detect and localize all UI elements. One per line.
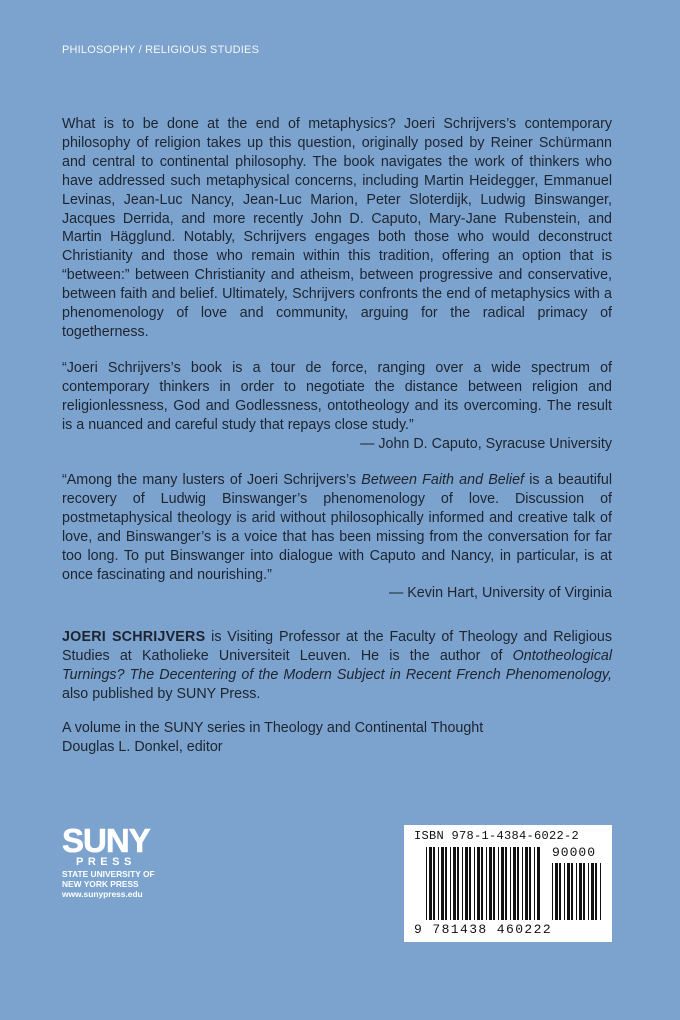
quote-text-end: is a beautiful recovery of Ludwig Binswanger’s phenomenology of love. Discussion of postmetaphysical theology is arid without philosophically informed and creative talk of love, and Binswanger’s is a voice that has been missing from the conversation for far too long. To put Binswanger into dialogue with Caputo and Nancy, in particular, is at once fascinating and nourishing.” xyxy=(62,472,612,583)
author-bio xyxy=(62,628,612,704)
book-description xyxy=(62,115,612,342)
series-info xyxy=(62,719,612,757)
barcode-bar xyxy=(517,847,519,920)
barcode-bar xyxy=(501,847,504,920)
barcode-bar xyxy=(450,847,451,920)
barcode-bar xyxy=(498,847,499,920)
series-editor: Douglas L. Donkel, editor xyxy=(62,738,223,755)
press-wordmark: PRESS xyxy=(76,856,136,868)
bio-text-end: also published by SUNY Press. xyxy=(62,685,261,702)
description-text: What is to be done at the end of metaphysics? Joeri Schrijvers’s contemporary philosophy of religion takes up this question, originally posed by Reiner Schürmann and central to continental philosophy. The book navigates the work of thinkers who have addressed such metaphysical concerns, including Martin Heidegger, Emmanuel Levinas, Jean-Luc Nancy, Jean-Luc Marion, Peter Sloterdijk, Ludwig Binswanger, Jacques Derrida, and more recently John D. Caputo, Mary-Jane Rubenstein, and Martin Hägglund. Notably, Schrijvers engages both those who would deconstruct Christianity and those who remain within this tradition, offering an option that is “between:” between Christianity and atheism, between progressive and conservative, between faith and belief. Ultimately, Schrijvers confronts the end of metaphysics with a phenomenology of love and community, arguing for the radical primacy of togetherness. xyxy=(62,116,612,340)
barcode-bar xyxy=(493,847,495,920)
barcode-bar xyxy=(513,847,516,920)
barcode-bar xyxy=(426,847,427,920)
quote-text xyxy=(62,471,612,584)
barcode-bar xyxy=(600,863,601,920)
barcode-bar xyxy=(595,863,597,920)
barcode-bar xyxy=(534,847,535,920)
quote-attribution: — Kevin Hart, University of Virginia xyxy=(388,585,612,602)
barcode-bar xyxy=(453,847,456,920)
barcode-bar xyxy=(510,847,511,920)
endorsement-hart xyxy=(62,471,612,603)
barcode-bar xyxy=(555,863,558,920)
quote-text-start: “Among the many lusters of Joeri Schrijvers’s xyxy=(62,472,362,488)
barcode-bar xyxy=(505,847,507,920)
quote-attribution: — John D. Caputo, Syracuse University xyxy=(360,435,612,452)
endorsement-caputo xyxy=(62,359,612,454)
barcode-bar xyxy=(567,863,570,920)
barcode-bar xyxy=(579,863,582,920)
publisher-name-line1: STATE UNIVERSITY OF xyxy=(62,869,155,879)
barcode-bar xyxy=(474,847,475,920)
barcode-bar xyxy=(576,863,577,920)
bio-text xyxy=(62,628,612,704)
barcode-bar xyxy=(438,847,439,920)
isbn-number: ISBN 978-1-4384-6022-2 xyxy=(414,829,580,843)
barcode-bar xyxy=(571,863,573,920)
barcode-bar xyxy=(445,847,447,920)
barcode-bar xyxy=(465,847,468,920)
barcode-bar xyxy=(462,847,463,920)
barcode-bar xyxy=(591,863,594,920)
author-name: JOERI SCHRIJVERS xyxy=(62,629,206,645)
barcode-bar xyxy=(564,863,565,920)
barcode-bar xyxy=(481,847,483,920)
isbn-barcode xyxy=(404,825,612,942)
barcode-bar xyxy=(477,847,480,920)
barcode-bar xyxy=(441,847,444,920)
publisher-website: www.sunypress.edu xyxy=(62,889,143,899)
bio-text-start: is Visiting Professor at the Faculty of Theology and Religious Studies at Katholieke Universiteit Leuven. He is the author of xyxy=(62,629,612,664)
barcode-bar xyxy=(529,847,531,920)
barcode-bar xyxy=(469,847,471,920)
barcode-bar xyxy=(525,847,528,920)
barcode-bar xyxy=(588,863,589,920)
barcode-bar xyxy=(559,863,561,920)
barcode-bar xyxy=(433,847,435,920)
barcode-bar xyxy=(552,863,553,920)
author-previous-book: Ontotheological Turnings? The Decentering of the Modern Subject in Recent French Phenomenology, xyxy=(62,647,612,683)
barcode-bar xyxy=(489,847,492,920)
ean-digits: 9 781438 460222 xyxy=(414,922,553,937)
barcode-bar xyxy=(486,847,487,920)
quoted-book-title: Between Faith and Belief xyxy=(361,472,524,488)
barcode-bar xyxy=(457,847,459,920)
barcode-bar xyxy=(429,847,432,920)
barcode-bar xyxy=(583,863,585,920)
price-code: 90000 xyxy=(552,845,597,860)
barcode-bar xyxy=(522,847,523,920)
quote-text: “Joeri Schrijvers’s book is a tour de force, ranging over a wide spectrum of contemporary thinkers in order to negotiate the distance between religion and religionlessness, God and Godlessness, ontotheology and its overcoming. The result is a nuanced and careful study that repays close study.” xyxy=(62,360,612,433)
series-title: A volume in the SUNY series in Theology and Continental Thought xyxy=(62,720,484,736)
barcode-bar xyxy=(537,847,540,920)
publisher-logo xyxy=(62,822,182,899)
publisher-name-line2: NEW YORK PRESS xyxy=(62,879,139,889)
category-label: PHILOSOPHY / RELIGIOUS STUDIES xyxy=(62,44,260,56)
suny-logo-wordmark: SUNY xyxy=(62,822,150,859)
